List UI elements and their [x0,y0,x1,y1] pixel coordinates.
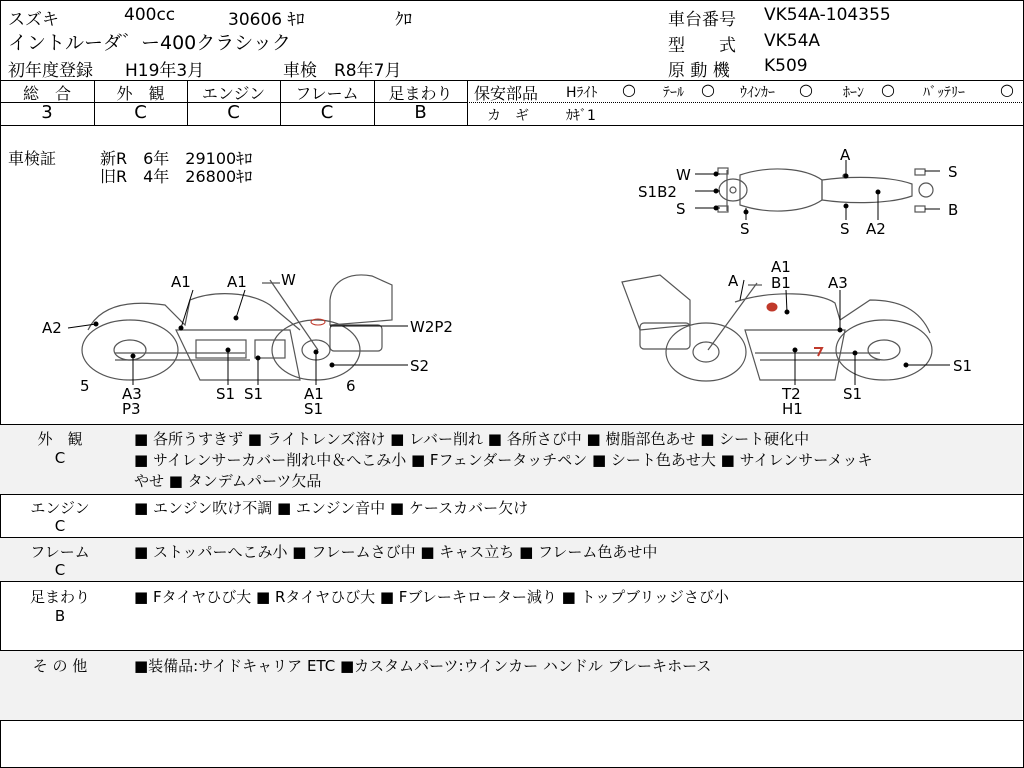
diag-right-label: S1 [953,357,973,375]
inspection-label: 車検 [283,61,317,81]
notes-rule [0,494,1024,495]
type-label: 型 式 [668,36,736,56]
note-category-frame: フレーム [30,543,90,561]
safety-item-headlight: Hﾗｲﾄ [566,85,598,101]
mileage: 30606 ｷﾛ [228,10,305,30]
safety-mark-tail: ○ [701,80,715,99]
diag-top-label: S1B2 [638,183,677,201]
diag-top-label: S [740,220,750,238]
safety-item-tail: ﾃｰﾙ [663,85,684,101]
model-name: イントルーダ゛ー400クラシック [8,32,291,54]
diag-left-label: A3 [122,385,142,403]
safety-mark-battery: ○ [1000,80,1014,99]
diag-left-label: S1 [244,385,264,403]
diag-right-label: T2 [782,385,801,403]
diag-right-label: A3 [828,274,848,292]
diag-left-label: P3 [122,400,141,418]
safety-item-winker: ｳｲﾝｶｰ [740,85,775,101]
diag-right-label: A [728,272,739,290]
grade-label-exterior: 外 観 [116,84,165,103]
maker: スズキ [8,10,59,30]
note-grade-frame: C [54,561,66,579]
first-reg-value: H19年3月 [125,61,205,81]
bike-top-view [718,168,933,212]
diag-left-label: W [281,271,296,289]
engine-value: K509 [764,56,808,76]
diag-left-label: W2P2 [410,318,453,336]
diag-top-label: A2 [866,220,886,238]
key-value: ｶｷﾞ1 [566,108,596,124]
key-label: カ ギ [487,108,529,124]
note-line: やせ ■ タンデムパーツ欠品 [134,472,322,490]
diag-left-label: S2 [410,357,430,375]
note-category-exterior: 外 観 [37,430,83,448]
color: ｸﾛ [395,10,412,30]
note-category-other: そ の 他 [32,657,88,675]
diag-left-label: A2 [42,319,62,337]
note-line: ■ ストッパーへこみ小 ■ フレームさび中 ■ キャス立ち ■ フレーム色あせ中 [134,543,658,561]
note-line: ■ サイレンサーカバー削れ中＆へこみ小 ■ Fフェンダータッチペン ■ シート色あせ大 ■ サイレンサーメッキ [134,451,873,469]
safety-mark-horn: ○ [881,80,895,99]
engine-label: 原 動 機 [668,61,730,81]
safety-item-horn: ﾎｰﾝ [843,85,864,101]
diag-left-label: 5 [80,377,90,395]
diag-top-label: A [840,146,851,164]
diag-top-label: S [840,220,850,238]
diag-right-label: B1 [771,274,791,292]
diag-left-label: S1 [216,385,236,403]
diag-left-label: A1 [304,385,324,403]
grade-label-suspension: 足まわり [388,84,453,103]
safety-item-battery: ﾊﾞｯﾃﾘｰ [923,85,965,101]
diag-top-label: W [676,166,691,184]
grade-label-frame: フレーム [295,84,359,103]
inspection-value: R8年7月 [334,61,402,81]
diag-right-label: S1 [843,385,863,403]
cert-label: 車検証 [8,149,57,168]
first-reg-label: 初年度登録 [8,61,93,81]
frame-no-label: 車台番号 [668,10,736,30]
diag-left-label: 6 [346,377,356,395]
damage-diagram [0,126,1024,424]
diag-right-label: H1 [782,400,803,418]
grade-value-suspension: B [414,102,427,123]
note-line: ■ エンジン吹け不調 ■ エンジン音中 ■ ケースカバー欠け [134,499,529,517]
note-grade-exterior: C [54,449,66,467]
note-grade-engine: C [54,517,66,535]
diag-left-label: A1 [171,273,191,291]
note-grade-suspension: B [54,607,66,625]
safety-mark-headlight: ○ [622,80,636,99]
type-value: VK54A [764,31,821,51]
grade-value-engine: C [227,102,240,123]
diag-left-label: S1 [304,400,324,418]
grade-value-exterior: C [134,102,147,123]
notes-rule [0,650,1024,651]
grade-value-frame: C [320,102,334,123]
displacement: 400cc [124,5,176,25]
grade-label-engine: エンジン [201,84,266,103]
note-line: ■ Fタイヤひび大 ■ Rタイヤひび大 ■ Fブレーキローター減り ■ トップブリッジさび小 [134,588,729,606]
notes-rule [0,424,1024,425]
note-line: ■装備品:サイドキャリア ETC ■カスタムパーツ:ウインカー ハンドル ブレーキホース [134,657,712,675]
notes-rule [0,537,1024,538]
safety-mid-rule [467,102,1024,103]
label-leaders [68,160,950,385]
diag-top-label: S [948,163,958,181]
grade-value-overall: 3 [41,102,53,123]
note-category-suspension: 足まわり [29,588,90,606]
diag-top-label: S [676,200,686,218]
notes-rule [0,581,1024,582]
safety-mark-winker: ○ [799,80,813,99]
note-category-engine: エンジン [30,499,90,517]
grade-label-overall: 総 合 [22,84,71,103]
frame-no-value: VK54A-104355 [764,5,891,25]
diag-right-label: A1 [771,258,791,276]
note-line: ■ 各所うすきず ■ ライトレンズ溶け ■ レバー削れ ■ 各所さび中 ■ 樹脂部色あせ ■ シート硬化中 [134,430,810,448]
diag-left-label: A1 [227,273,247,291]
diag-top-label: B [948,201,959,219]
cert-new: 新R 6年 29100ｷﾛ [100,149,253,168]
notes-rule [0,720,1024,721]
safety-label: 保安部品 [474,84,539,103]
cert-old: 旧R 4年 26800ｷﾛ [100,167,253,186]
